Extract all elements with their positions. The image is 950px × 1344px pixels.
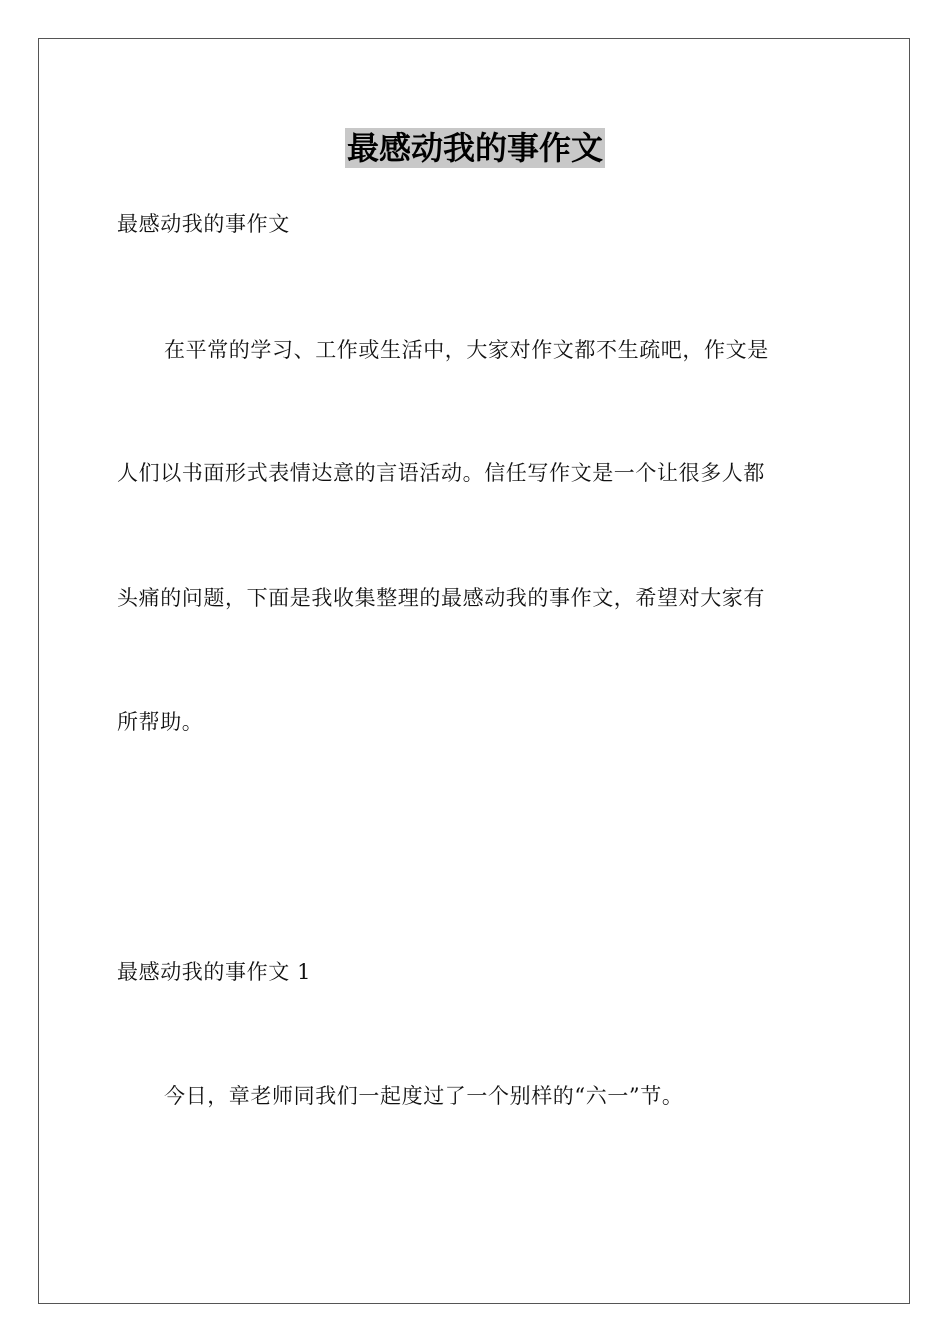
intro-line-2: 人们以书面形式表情达意的言语活动。信任写作文是一个让很多人都 <box>117 461 765 485</box>
section-first-line: 今日，章老师同我们一起度过了一个别样的“六一”节。 <box>164 1084 684 1108</box>
document-subtitle: 最感动我的事作文 <box>117 212 290 236</box>
section-heading: 最感动我的事作文 1 <box>117 960 312 984</box>
document-title: 最感动我的事作文 <box>346 129 603 167</box>
intro-line-3: 头痛的问题，下面是我收集整理的最感动我的事作文，希望对大家有 <box>117 586 765 610</box>
intro-line-1: 在平常的学习、工作或生活中，大家对作文都不生疏吧，作文是 <box>164 338 769 362</box>
intro-line-4: 所帮助。 <box>117 710 204 734</box>
title-container <box>0 128 950 168</box>
